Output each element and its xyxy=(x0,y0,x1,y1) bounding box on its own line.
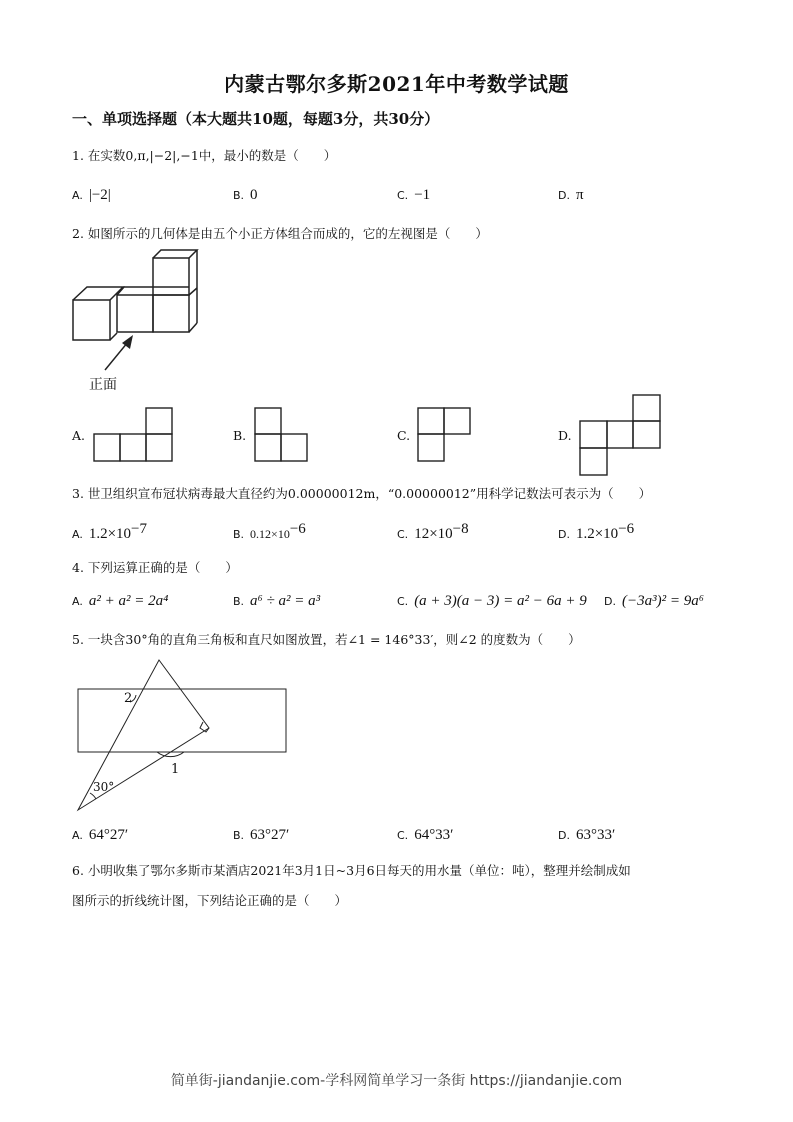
question-6-line-2: 图所示的折线统计图，下列结论正确的是（ ） xyxy=(72,893,348,908)
angle-2-label: 2 xyxy=(124,691,133,706)
q3-option-c: C. $12\times 10^{-8}$ xyxy=(397,521,469,543)
q3-option-a: A. $1.2\times 10^{-7}$ xyxy=(72,521,148,543)
q2-option-b-label: B. xyxy=(233,428,247,443)
question-2: 2. 如图所示的几何体是由五个小正方体组合而成的，它的左视图是（ ） xyxy=(72,226,488,241)
q1-option-b: B. 0 xyxy=(233,187,258,203)
question-stem: 在实数0,π,|−2|,−1中，最小的数是（ ） xyxy=(87,148,337,163)
question-6-line-1: 6. 小明收集了鄂尔多斯市某酒店2021年3月1日~3月6日每天的用水量（单位：吨），整理并绘制成如 xyxy=(72,863,631,878)
q2-option-d-label: D. xyxy=(558,428,572,443)
question-4: 4. 下列运算正确的是（ ） xyxy=(72,560,238,575)
q4-option-b: B. a⁶ ÷ a² = a³ xyxy=(233,593,321,609)
q4-option-d: D. (−3a³)² = 9a⁶ xyxy=(604,593,704,609)
question-number: 1. xyxy=(72,148,84,163)
q5-option-a: A. 64°27′ xyxy=(72,827,129,843)
q5-option-c: C. 64°33′ xyxy=(397,827,454,843)
question-3: 3. 世卫组织宣布冠状病毒最大直径约为0.00000012m，“0.00000012”用科学记数法可表示为（ ） xyxy=(72,486,652,501)
q4-option-c: C. (a + 3)(a − 3) = a² − 6a + 9 xyxy=(397,593,587,609)
footer-watermark: 简单街-jiandanjie.com-学科网简单学习一条街 https://jiandanjie.com xyxy=(170,1073,623,1089)
q1-option-a: A. |−2| xyxy=(72,187,111,203)
section-heading: 一、单项选择题（本大题共10题，每题3分，共30分） xyxy=(72,110,440,128)
q2-option-c-label: C. xyxy=(397,428,411,443)
q4-option-a: A. a² + a² = 2a⁴ xyxy=(72,593,169,609)
q5-option-b: B. 63°27′ xyxy=(233,827,290,843)
q1-option-c: C. −1 xyxy=(397,187,431,203)
q3-option-d: D. $1.2\times 10^{-6}$ xyxy=(558,521,635,543)
page-title: 内蒙古鄂尔多斯2021年中考数学试题 xyxy=(224,72,569,96)
angle-1-label: 1 xyxy=(171,762,180,777)
q5-option-d: D. 63°33′ xyxy=(558,827,616,843)
q1-option-d: D. π xyxy=(558,187,584,203)
angle-30-label: 30° xyxy=(93,780,115,794)
q3-option-b: B. $0.12\times 10^{-6}$ xyxy=(233,521,306,542)
question-5: 5. 一块含30°角的直角三角板和直尺如图放置，若∠1 = 146°33′，则∠2 的度数为（ ） xyxy=(72,632,581,647)
q2-option-a-label: A. xyxy=(72,428,86,443)
front-label: 正面 xyxy=(89,377,117,393)
